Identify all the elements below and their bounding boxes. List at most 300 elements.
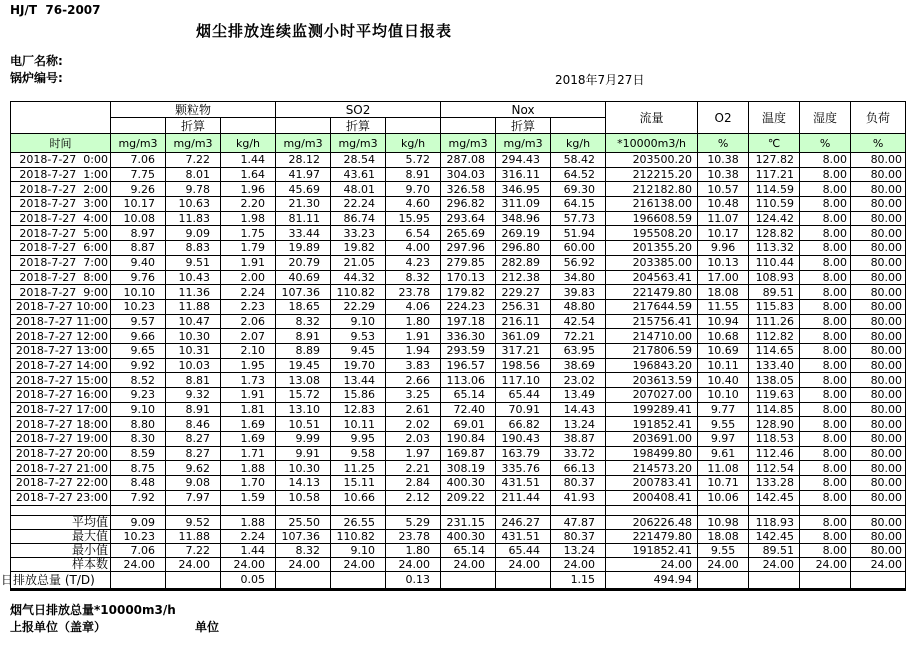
pm-cell: 8.52 (111, 373, 166, 388)
nox-cell: 308.19 (441, 461, 496, 476)
nox-kgh-cell: 51.94 (551, 226, 606, 241)
so2-converted-cell: 15.86 (331, 388, 386, 403)
humidity-cell: 8.00 (800, 402, 851, 417)
flow-cell: 196843.20 (606, 358, 698, 373)
nox-kgh-cell: 42.54 (551, 314, 606, 329)
summary-cell: 65.44 (496, 543, 551, 557)
o2-cell: 10.68 (698, 329, 749, 344)
pm-cell: 9.10 (111, 402, 166, 417)
summary-cell: 221479.80 (606, 529, 698, 543)
page-title: 烟尘排放连续监测小时平均值日报表 (196, 22, 453, 40)
o2-cell: 17.00 (698, 270, 749, 285)
o2-cell: 10.13 (698, 255, 749, 270)
summary-cell: 26.55 (331, 515, 386, 529)
summary-cell: 24.00 (606, 557, 698, 571)
daily-total-cell (166, 571, 221, 589)
flow-cell: 221479.80 (606, 285, 698, 300)
daily-total-cell (331, 571, 386, 589)
flow-cell: 207027.00 (606, 388, 698, 403)
pm-cell: 10.08 (111, 211, 166, 226)
so2-kgh-cell: 2.61 (386, 402, 441, 417)
humidity-cell: 8.00 (800, 285, 851, 300)
humidity-cell: 8.00 (800, 358, 851, 373)
time-cell: 2018-7-27 16:00 (11, 388, 111, 403)
daily-total-cell: 0.13 (386, 571, 441, 589)
time-column-header: 时间 (11, 134, 111, 153)
load-cell: 80.00 (851, 270, 906, 285)
spacer-row (11, 505, 906, 515)
nox-converted-cell: 229.27 (496, 285, 551, 300)
daily-total-cell (441, 571, 496, 589)
time-cell: 2018-7-27 20:00 (11, 446, 111, 461)
pm-cell: 10.23 (111, 299, 166, 314)
so2-converted-cell: 22.29 (331, 299, 386, 314)
so2-cell: 8.91 (276, 329, 331, 344)
pm-kgh-cell: 2.20 (221, 197, 276, 212)
temperature-cell: 110.59 (749, 197, 800, 212)
pm-converted-cell: 9.78 (166, 182, 221, 197)
table-row (11, 388, 906, 403)
so2-cell: 41.97 (276, 167, 331, 182)
daily-total-cell (276, 571, 331, 589)
humidity-cell: 8.00 (800, 476, 851, 491)
summary-cell: 80.00 (851, 543, 906, 557)
so2-cell: 28.12 (276, 153, 331, 168)
time-cell: 2018-7-27 23:00 (11, 490, 111, 505)
time-cell: 2018-7-27 4:00 (11, 211, 111, 226)
data-rows (11, 153, 906, 506)
humidity-cell: 8.00 (800, 197, 851, 212)
humidity-cell: 8.00 (800, 270, 851, 285)
summary-cell: 118.93 (749, 515, 800, 529)
pm-kgh-cell: 2.00 (221, 270, 276, 285)
humidity-cell: 8.00 (800, 182, 851, 197)
blank-cell (441, 118, 496, 134)
o2-cell: 9.61 (698, 446, 749, 461)
daily-total-label: 日排放总量 (T/D) (11, 571, 111, 589)
temperature-cell: 119.63 (749, 388, 800, 403)
pm-cell: 8.48 (111, 476, 166, 491)
so2-kgh-cell: 1.80 (386, 314, 441, 329)
time-cell: 2018-7-27 12:00 (11, 329, 111, 344)
temperature-cell: 110.44 (749, 255, 800, 270)
nox-converted-cell: 317.21 (496, 343, 551, 358)
nox-kgh-cell: 57.73 (551, 211, 606, 226)
so2-kgh-cell: 2.21 (386, 461, 441, 476)
so2-converted-cell: 9.53 (331, 329, 386, 344)
summary-cell: 107.36 (276, 529, 331, 543)
pm-cell: 7.06 (111, 153, 166, 168)
table-row (11, 153, 906, 168)
temperature-cell: 127.82 (749, 153, 800, 168)
time-cell: 2018-7-27 11:00 (11, 314, 111, 329)
pm-cell: 8.97 (111, 226, 166, 241)
o2-cell: 11.07 (698, 211, 749, 226)
flow-cell: 203691.00 (606, 432, 698, 447)
nox-kgh-cell: 23.02 (551, 373, 606, 388)
load-cell: 80.00 (851, 299, 906, 314)
pm-cell: 7.75 (111, 167, 166, 182)
summary-cell: 10.98 (698, 515, 749, 529)
so2-kgh-cell: 2.12 (386, 490, 441, 505)
table-row (11, 167, 906, 182)
blank-cell (551, 118, 606, 134)
nox-cell: 336.30 (441, 329, 496, 344)
time-cell: 2018-7-27 21:00 (11, 461, 111, 476)
flow-cell: 212215.20 (606, 167, 698, 182)
pm-kgh-cell: 2.06 (221, 314, 276, 329)
summary-cell: 142.45 (749, 529, 800, 543)
pm-converted-cell: 10.43 (166, 270, 221, 285)
nox-converted-cell: 198.56 (496, 358, 551, 373)
time-cell: 2018-7-27 19:00 (11, 432, 111, 447)
summary-cell: 431.51 (496, 529, 551, 543)
pm-kgh-cell: 1.71 (221, 446, 276, 461)
reporting-unit-label: 上报单位（盖章） (10, 620, 107, 634)
nox-cell: 69.01 (441, 417, 496, 432)
temperature-cell: 113.32 (749, 241, 800, 256)
nox-cell: 400.30 (441, 476, 496, 491)
pm-converted-cell: 10.31 (166, 343, 221, 358)
so2-converted-cell: 110.82 (331, 285, 386, 300)
o2-cell: 11.55 (698, 299, 749, 314)
standard-number: HJ/T 76-2007 (10, 3, 101, 17)
col-load: 负荷 (851, 102, 906, 134)
pm-cell: 9.23 (111, 388, 166, 403)
so2-cell: 81.11 (276, 211, 331, 226)
table-row (11, 329, 906, 344)
humidity-cell: 8.00 (800, 167, 851, 182)
pm-cell: 7.92 (111, 490, 166, 505)
so2-kgh-cell: 8.91 (386, 167, 441, 182)
corner-cell (11, 102, 111, 134)
nox-cell: 296.82 (441, 197, 496, 212)
flow-cell: 203613.59 (606, 373, 698, 388)
so2-cell: 15.72 (276, 388, 331, 403)
humidity-cell: 8.00 (800, 446, 851, 461)
table-row (11, 182, 906, 197)
load-cell: 80.00 (851, 285, 906, 300)
o2-cell: 10.38 (698, 167, 749, 182)
pm-kgh-cell: 1.91 (221, 388, 276, 403)
nox-kgh-cell: 66.13 (551, 461, 606, 476)
so2-cell: 10.51 (276, 417, 331, 432)
so2-converted-cell: 19.82 (331, 241, 386, 256)
nox-kgh-cell: 64.52 (551, 167, 606, 182)
pm-converted-cell: 8.27 (166, 432, 221, 447)
so2-converted-cell: 10.66 (331, 490, 386, 505)
so2-converted-cell: 11.25 (331, 461, 386, 476)
summary-cell: 24.00 (441, 557, 496, 571)
table-row (11, 197, 906, 212)
humidity-cell: 8.00 (800, 417, 851, 432)
o2-cell: 9.55 (698, 417, 749, 432)
load-cell: 80.00 (851, 432, 906, 447)
pm-converted-cell: 8.91 (166, 402, 221, 417)
load-cell: 80.00 (851, 153, 906, 168)
o2-cell: 10.38 (698, 153, 749, 168)
summary-rows (11, 515, 906, 571)
summary-cell: 10.23 (111, 529, 166, 543)
unit-label: 单位 (195, 620, 220, 634)
flow-cell: 195508.20 (606, 226, 698, 241)
temperature-cell: 112.82 (749, 329, 800, 344)
pm-cell: 9.92 (111, 358, 166, 373)
flow-cell: 203500.20 (606, 153, 698, 168)
summary-cell: 2.24 (221, 529, 276, 543)
pm-converted-cell: 8.83 (166, 241, 221, 256)
summary-cell: 24.00 (749, 557, 800, 571)
summary-cell: 246.27 (496, 515, 551, 529)
summary-row (11, 543, 906, 557)
so2-cell: 9.99 (276, 432, 331, 447)
so2-converted-cell: 13.44 (331, 373, 386, 388)
load-cell: 80.00 (851, 461, 906, 476)
summary-cell: 9.10 (331, 543, 386, 557)
pm-kgh-cell: 1.81 (221, 402, 276, 417)
humidity-cell: 8.00 (800, 388, 851, 403)
time-cell: 2018-7-27 6:00 (11, 241, 111, 256)
nox-cell: 304.03 (441, 167, 496, 182)
table-row (11, 241, 906, 256)
nox-cell: 209.22 (441, 490, 496, 505)
pm-kgh-cell: 1.73 (221, 373, 276, 388)
pm-kgh-cell: 1.95 (221, 358, 276, 373)
summary-label: 平均值 (11, 515, 111, 529)
pm-converted-cell: 8.81 (166, 373, 221, 388)
temperature-cell: 112.46 (749, 446, 800, 461)
group-nox: Nox (441, 102, 606, 118)
summary-cell: 8.00 (800, 529, 851, 543)
humidity-cell: 8.00 (800, 490, 851, 505)
table-row (11, 343, 906, 358)
converted-label: 折算 (496, 118, 551, 134)
table-row (11, 270, 906, 285)
pm-converted-cell: 9.32 (166, 388, 221, 403)
load-cell: 80.00 (851, 314, 906, 329)
summary-cell: 206226.48 (606, 515, 698, 529)
table-row (11, 226, 906, 241)
summary-cell: 110.82 (331, 529, 386, 543)
humidity-cell: 8.00 (800, 343, 851, 358)
flow-cell: 217644.59 (606, 299, 698, 314)
so2-converted-cell: 9.95 (331, 432, 386, 447)
so2-cell: 13.08 (276, 373, 331, 388)
load-cell: 80.00 (851, 446, 906, 461)
nox-converted-cell: 316.11 (496, 167, 551, 182)
nox-cell: 293.64 (441, 211, 496, 226)
so2-cell: 18.65 (276, 299, 331, 314)
col-humidity: 湿度 (800, 102, 851, 134)
o2-cell: 10.06 (698, 490, 749, 505)
pm-cell: 9.65 (111, 343, 166, 358)
so2-cell: 8.89 (276, 343, 331, 358)
summary-cell: 18.08 (698, 529, 749, 543)
o2-cell: 9.96 (698, 241, 749, 256)
flow-cell: 212182.80 (606, 182, 698, 197)
nox-converted-cell: 212.38 (496, 270, 551, 285)
o2-cell: 10.48 (698, 197, 749, 212)
load-cell: 80.00 (851, 373, 906, 388)
nox-kgh-cell: 13.24 (551, 417, 606, 432)
time-cell: 2018-7-27 1:00 (11, 167, 111, 182)
load-cell: 80.00 (851, 476, 906, 491)
so2-converted-cell: 22.24 (331, 197, 386, 212)
report-date: 2018年7月27日 (555, 73, 645, 87)
daily-total-cell (698, 571, 749, 589)
summary-row (11, 529, 906, 543)
summary-cell: 8.00 (800, 515, 851, 529)
flow-cell: 216138.00 (606, 197, 698, 212)
so2-kgh-cell: 8.32 (386, 270, 441, 285)
unit-cell: mg/m3 (441, 134, 496, 153)
boiler-number-label: 锅炉编号: (10, 71, 63, 85)
nox-kgh-cell: 72.21 (551, 329, 606, 344)
load-cell: 80.00 (851, 329, 906, 344)
temperature-cell: 114.65 (749, 343, 800, 358)
pm-cell: 9.76 (111, 270, 166, 285)
summary-cell: 80.00 (851, 529, 906, 543)
time-cell: 2018-7-27 18:00 (11, 417, 111, 432)
so2-cell: 19.45 (276, 358, 331, 373)
o2-cell: 10.10 (698, 388, 749, 403)
nox-converted-cell: 348.96 (496, 211, 551, 226)
nox-kgh-cell: 13.49 (551, 388, 606, 403)
summary-row (11, 515, 906, 529)
pm-cell: 9.40 (111, 255, 166, 270)
table-row (11, 373, 906, 388)
nox-converted-cell: 66.82 (496, 417, 551, 432)
daily-report-table (1, 101, 906, 591)
table-row (11, 402, 906, 417)
header-row-groups (11, 102, 906, 118)
load-cell: 80.00 (851, 388, 906, 403)
so2-cell: 40.69 (276, 270, 331, 285)
pm-cell: 9.66 (111, 329, 166, 344)
so2-converted-cell: 10.11 (331, 417, 386, 432)
time-cell: 2018-7-27 8:00 (11, 270, 111, 285)
pm-converted-cell: 10.47 (166, 314, 221, 329)
pm-converted-cell: 9.51 (166, 255, 221, 270)
load-cell: 80.00 (851, 417, 906, 432)
flow-cell: 200783.41 (606, 476, 698, 491)
summary-cell: 24.00 (800, 557, 851, 571)
pm-kgh-cell: 2.23 (221, 299, 276, 314)
converted-label: 折算 (331, 118, 386, 134)
nox-kgh-cell: 34.80 (551, 270, 606, 285)
converted-label: 折算 (166, 118, 221, 134)
time-cell: 2018-7-27 9:00 (11, 285, 111, 300)
nox-kgh-cell: 69.30 (551, 182, 606, 197)
nox-kgh-cell: 63.95 (551, 343, 606, 358)
summary-cell: 1.44 (221, 543, 276, 557)
so2-cell: 10.30 (276, 461, 331, 476)
summary-cell: 47.87 (551, 515, 606, 529)
flow-cell: 196608.59 (606, 211, 698, 226)
summary-cell: 24.00 (851, 557, 906, 571)
summary-cell: 191852.41 (606, 543, 698, 557)
so2-converted-cell: 86.74 (331, 211, 386, 226)
blank-cell (276, 118, 331, 134)
temperature-cell: 118.53 (749, 432, 800, 447)
humidity-cell: 8.00 (800, 255, 851, 270)
pm-kgh-cell: 1.59 (221, 490, 276, 505)
table-row (11, 432, 906, 447)
o2-cell: 9.97 (698, 432, 749, 447)
summary-cell: 7.06 (111, 543, 166, 557)
load-cell: 80.00 (851, 402, 906, 417)
nox-converted-cell: 311.09 (496, 197, 551, 212)
summary-cell: 80.37 (551, 529, 606, 543)
so2-cell: 8.32 (276, 314, 331, 329)
unit-cell: kg/h (551, 134, 606, 153)
pm-kgh-cell: 1.69 (221, 432, 276, 447)
time-cell: 2018-7-27 7:00 (11, 255, 111, 270)
flow-cell: 200408.41 (606, 490, 698, 505)
so2-kgh-cell: 23.78 (386, 285, 441, 300)
pm-cell: 8.87 (111, 241, 166, 256)
summary-cell: 9.09 (111, 515, 166, 529)
nox-cell: 113.06 (441, 373, 496, 388)
summary-cell: 231.15 (441, 515, 496, 529)
so2-kgh-cell: 1.97 (386, 446, 441, 461)
pm-cell: 8.75 (111, 461, 166, 476)
humidity-cell: 8.00 (800, 226, 851, 241)
so2-converted-cell: 44.32 (331, 270, 386, 285)
time-cell: 2018-7-27 10:00 (11, 299, 111, 314)
humidity-cell: 8.00 (800, 373, 851, 388)
unit-cell: *10000m3/h (606, 134, 698, 153)
flow-cell: 191852.41 (606, 417, 698, 432)
so2-kgh-cell: 1.91 (386, 329, 441, 344)
humidity-cell: 8.00 (800, 432, 851, 447)
pm-kgh-cell: 2.24 (221, 285, 276, 300)
nox-kgh-cell: 56.92 (551, 255, 606, 270)
load-cell: 80.00 (851, 241, 906, 256)
unit-cell: % (851, 134, 906, 153)
flow-cell: 215756.41 (606, 314, 698, 329)
pm-cell: 9.57 (111, 314, 166, 329)
nox-cell: 72.40 (441, 402, 496, 417)
so2-converted-cell: 9.58 (331, 446, 386, 461)
summary-cell: 7.22 (166, 543, 221, 557)
summary-cell: 400.30 (441, 529, 496, 543)
temperature-cell: 117.21 (749, 167, 800, 182)
time-cell: 2018-7-27 22:00 (11, 476, 111, 491)
time-cell: 2018-7-27 2:00 (11, 182, 111, 197)
pm-converted-cell: 9.08 (166, 476, 221, 491)
pm-kgh-cell: 1.70 (221, 476, 276, 491)
nox-converted-cell: 282.89 (496, 255, 551, 270)
summary-cell: 24.00 (221, 557, 276, 571)
time-cell: 2018-7-27 5:00 (11, 226, 111, 241)
nox-converted-cell: 335.76 (496, 461, 551, 476)
so2-cell: 9.91 (276, 446, 331, 461)
summary-cell: 9.55 (698, 543, 749, 557)
nox-cell: 197.18 (441, 314, 496, 329)
temperature-cell: 115.83 (749, 299, 800, 314)
so2-kgh-cell: 2.03 (386, 432, 441, 447)
so2-cell: 33.44 (276, 226, 331, 241)
nox-cell: 265.69 (441, 226, 496, 241)
table-row (11, 446, 906, 461)
pm-cell: 8.30 (111, 432, 166, 447)
summary-label: 样本数 (11, 557, 111, 571)
nox-cell: 287.08 (441, 153, 496, 168)
o2-cell: 18.08 (698, 285, 749, 300)
pm-kgh-cell: 1.91 (221, 255, 276, 270)
unit-cell: mg/m3 (276, 134, 331, 153)
